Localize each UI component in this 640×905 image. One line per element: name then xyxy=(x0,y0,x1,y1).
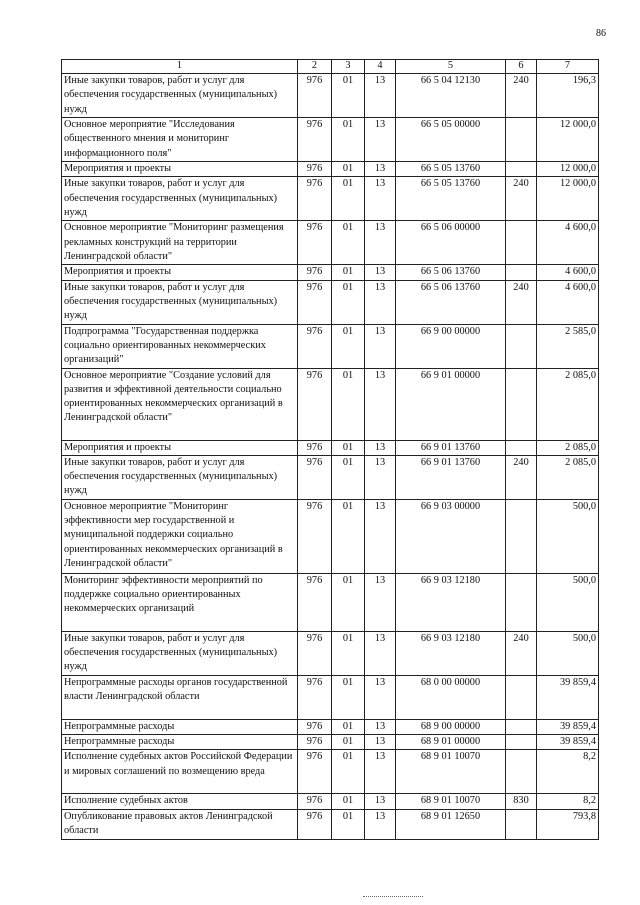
razdel-code: 01 xyxy=(332,324,365,368)
razdel-code: 01 xyxy=(332,440,365,455)
row-name: Исполнение судебных актов Российской Федерации и мировых соглашений по возмещению вреда xyxy=(62,750,298,794)
razdel-code: 01 xyxy=(332,735,365,750)
expense-type-code xyxy=(506,221,537,265)
table-row xyxy=(62,177,599,221)
target-article-code: 68 0 00 00000 xyxy=(396,675,506,719)
target-article-code: 66 9 01 13760 xyxy=(396,455,506,499)
table-row xyxy=(62,750,599,794)
glava-code: 976 xyxy=(298,162,332,177)
razdel-code: 01 xyxy=(332,573,365,631)
header-row xyxy=(62,60,599,74)
sum-value: 2 085,0 xyxy=(537,368,599,440)
sum-value: 4 600,0 xyxy=(537,221,599,265)
target-article-code: 66 9 00 00000 xyxy=(396,324,506,368)
table-row xyxy=(62,368,599,440)
razdel-code: 01 xyxy=(332,265,365,280)
row-name: Непрограммные расходы xyxy=(62,735,298,750)
target-article-code: 66 5 06 00000 xyxy=(396,221,506,265)
sum-value: 4 600,0 xyxy=(537,265,599,280)
glava-code: 976 xyxy=(298,794,332,809)
expense-type-code xyxy=(506,265,537,280)
podrazdel-code: 13 xyxy=(365,455,396,499)
podrazdel-code: 13 xyxy=(365,118,396,162)
row-name: Мероприятия и проекты xyxy=(62,265,298,280)
row-name: Мероприятия и проекты xyxy=(62,162,298,177)
glava-code: 976 xyxy=(298,631,332,675)
row-name: Иные закупки товаров, работ и услуг для обеспечения государственных (муниципальных) нужд xyxy=(62,455,298,499)
row-name: Иные закупки товаров, работ и услуг для обеспечения государственных (муниципальных) нужд xyxy=(62,280,298,324)
target-article-code: 66 5 04 12130 xyxy=(396,74,506,118)
razdel-code: 01 xyxy=(332,177,365,221)
row-name: Подпрограмма "Государственная поддержка социально ориентированных некоммерческих организаций" xyxy=(62,324,298,368)
header-cell: 2 xyxy=(298,60,332,74)
sum-value: 39 859,4 xyxy=(537,675,599,719)
target-article-code: 66 9 01 13760 xyxy=(396,440,506,455)
razdel-code: 01 xyxy=(332,809,365,839)
podrazdel-code: 13 xyxy=(365,221,396,265)
glava-code: 976 xyxy=(298,74,332,118)
table-row xyxy=(62,162,599,177)
podrazdel-code: 13 xyxy=(365,368,396,440)
table-row xyxy=(62,675,599,719)
sum-value: 4 600,0 xyxy=(537,280,599,324)
expense-type-code xyxy=(506,719,537,734)
row-name: Иные закупки товаров, работ и услуг для обеспечения государственных (муниципальных) нужд xyxy=(62,74,298,118)
podrazdel-code: 13 xyxy=(365,719,396,734)
glava-code: 976 xyxy=(298,177,332,221)
razdel-code: 01 xyxy=(332,750,365,794)
glava-code: 976 xyxy=(298,440,332,455)
row-name: Основное мероприятие "Мониторинг размещения рекламных конструкций на территории Ленинградской области" xyxy=(62,221,298,265)
expense-type-code xyxy=(506,499,537,573)
row-name: Опубликование правовых актов Ленинградской области xyxy=(62,809,298,839)
sum-value: 12 000,0 xyxy=(537,177,599,221)
sum-value: 2 585,0 xyxy=(537,324,599,368)
razdel-code: 01 xyxy=(332,368,365,440)
table-row xyxy=(62,440,599,455)
target-article-code: 68 9 01 10070 xyxy=(396,750,506,794)
table-row xyxy=(62,280,599,324)
sum-value: 500,0 xyxy=(537,499,599,573)
sum-value: 793,8 xyxy=(537,809,599,839)
razdel-code: 01 xyxy=(332,162,365,177)
target-article-code: 66 5 05 13760 xyxy=(396,162,506,177)
table-row xyxy=(62,735,599,750)
target-article-code: 66 5 06 13760 xyxy=(396,280,506,324)
row-name: Иные закупки товаров, работ и услуг для обеспечения государственных (муниципальных) нужд xyxy=(62,631,298,675)
glava-code: 976 xyxy=(298,324,332,368)
sum-value: 500,0 xyxy=(537,573,599,631)
header-cell: 4 xyxy=(365,60,396,74)
razdel-code: 01 xyxy=(332,499,365,573)
table-row xyxy=(62,265,599,280)
expense-type-code xyxy=(506,368,537,440)
glava-code: 976 xyxy=(298,750,332,794)
expense-type-code: 240 xyxy=(506,631,537,675)
razdel-code: 01 xyxy=(332,794,365,809)
scan-artifact-line xyxy=(363,896,423,897)
target-article-code: 66 5 06 13760 xyxy=(396,265,506,280)
table-row xyxy=(62,324,599,368)
target-article-code: 66 9 03 12180 xyxy=(396,573,506,631)
table-row xyxy=(62,573,599,631)
podrazdel-code: 13 xyxy=(365,440,396,455)
table-row xyxy=(62,719,599,734)
sum-value: 2 085,0 xyxy=(537,455,599,499)
expense-type-code xyxy=(506,735,537,750)
glava-code: 976 xyxy=(298,221,332,265)
podrazdel-code: 13 xyxy=(365,265,396,280)
table-row xyxy=(62,499,599,573)
table-row xyxy=(62,455,599,499)
expense-type-code xyxy=(506,118,537,162)
budget-table xyxy=(61,59,599,840)
glava-code: 976 xyxy=(298,455,332,499)
header-cell: 6 xyxy=(506,60,537,74)
razdel-code: 01 xyxy=(332,280,365,324)
target-article-code: 68 9 01 00000 xyxy=(396,735,506,750)
podrazdel-code: 13 xyxy=(365,162,396,177)
sum-value: 39 859,4 xyxy=(537,719,599,734)
header-cell: 5 xyxy=(396,60,506,74)
expense-type-code: 830 xyxy=(506,794,537,809)
expense-type-code: 240 xyxy=(506,177,537,221)
sum-value: 8,2 xyxy=(537,750,599,794)
row-name: Основное мероприятие "Мониторинг эффективности мер государственной и муниципальной поддержки социально ориентированных некоммерческих организаций в Ленинградской области" xyxy=(62,499,298,573)
target-article-code: 68 9 00 00000 xyxy=(396,719,506,734)
razdel-code: 01 xyxy=(332,455,365,499)
row-name: Мероприятия и проекты xyxy=(62,440,298,455)
row-name: Основное мероприятие "Исследования общественного мнения и мониторинг информационного поля" xyxy=(62,118,298,162)
podrazdel-code: 13 xyxy=(365,280,396,324)
target-article-code: 68 9 01 12650 xyxy=(396,809,506,839)
table-header xyxy=(62,60,599,74)
razdel-code: 01 xyxy=(332,221,365,265)
razdel-code: 01 xyxy=(332,74,365,118)
sum-value: 12 000,0 xyxy=(537,162,599,177)
table-row xyxy=(62,221,599,265)
target-article-code: 66 5 05 00000 xyxy=(396,118,506,162)
target-article-code: 66 9 03 12180 xyxy=(396,631,506,675)
row-name: Непрограммные расходы органов государственной власти Ленинградской области xyxy=(62,675,298,719)
page-number: 86 xyxy=(596,28,606,39)
glava-code: 976 xyxy=(298,499,332,573)
table-row xyxy=(62,631,599,675)
glava-code: 976 xyxy=(298,719,332,734)
table-body xyxy=(62,74,599,840)
razdel-code: 01 xyxy=(332,675,365,719)
table-row xyxy=(62,74,599,118)
expense-type-code xyxy=(506,440,537,455)
podrazdel-code: 13 xyxy=(365,177,396,221)
row-name: Исполнение судебных актов xyxy=(62,794,298,809)
sum-value: 12 000,0 xyxy=(537,118,599,162)
header-cell: 7 xyxy=(537,60,599,74)
expense-type-code: 240 xyxy=(506,74,537,118)
glava-code: 976 xyxy=(298,265,332,280)
podrazdel-code: 13 xyxy=(365,735,396,750)
glava-code: 976 xyxy=(298,735,332,750)
header-cell: 3 xyxy=(332,60,365,74)
razdel-code: 01 xyxy=(332,118,365,162)
podrazdel-code: 13 xyxy=(365,631,396,675)
podrazdel-code: 13 xyxy=(365,794,396,809)
row-name: Непрограммные расходы xyxy=(62,719,298,734)
expense-type-code xyxy=(506,809,537,839)
podrazdel-code: 13 xyxy=(365,499,396,573)
sum-value: 8,2 xyxy=(537,794,599,809)
podrazdel-code: 13 xyxy=(365,324,396,368)
sum-value: 39 859,4 xyxy=(537,735,599,750)
expense-type-code xyxy=(506,573,537,631)
podrazdel-code: 13 xyxy=(365,74,396,118)
podrazdel-code: 13 xyxy=(365,675,396,719)
expense-type-code: 240 xyxy=(506,455,537,499)
expense-type-code xyxy=(506,750,537,794)
table-row xyxy=(62,809,599,839)
sum-value: 500,0 xyxy=(537,631,599,675)
table-row xyxy=(62,794,599,809)
podrazdel-code: 13 xyxy=(365,750,396,794)
expense-type-code xyxy=(506,162,537,177)
podrazdel-code: 13 xyxy=(365,809,396,839)
glava-code: 976 xyxy=(298,809,332,839)
table-row xyxy=(62,118,599,162)
row-name: Иные закупки товаров, работ и услуг для обеспечения государственных (муниципальных) нужд xyxy=(62,177,298,221)
podrazdel-code: 13 xyxy=(365,573,396,631)
target-article-code: 66 9 03 00000 xyxy=(396,499,506,573)
glava-code: 976 xyxy=(298,675,332,719)
sum-value: 196,3 xyxy=(537,74,599,118)
row-name: Мониторинг эффективности мероприятий по поддержке социально ориентированных некоммерческих организаций xyxy=(62,573,298,631)
row-name: Основное мероприятие "Создание условий для развития и эффективной деятельности социально ориентированных некоммерческих организаций в Ленинградской области" xyxy=(62,368,298,440)
expense-type-code: 240 xyxy=(506,280,537,324)
target-article-code: 68 9 01 10070 xyxy=(396,794,506,809)
glava-code: 976 xyxy=(298,573,332,631)
header-cell: 1 xyxy=(62,60,298,74)
razdel-code: 01 xyxy=(332,631,365,675)
glava-code: 976 xyxy=(298,280,332,324)
target-article-code: 66 5 05 13760 xyxy=(396,177,506,221)
sum-value: 2 085,0 xyxy=(537,440,599,455)
razdel-code: 01 xyxy=(332,719,365,734)
target-article-code: 66 9 01 00000 xyxy=(396,368,506,440)
glava-code: 976 xyxy=(298,368,332,440)
expense-type-code xyxy=(506,675,537,719)
expense-type-code xyxy=(506,324,537,368)
glava-code: 976 xyxy=(298,118,332,162)
